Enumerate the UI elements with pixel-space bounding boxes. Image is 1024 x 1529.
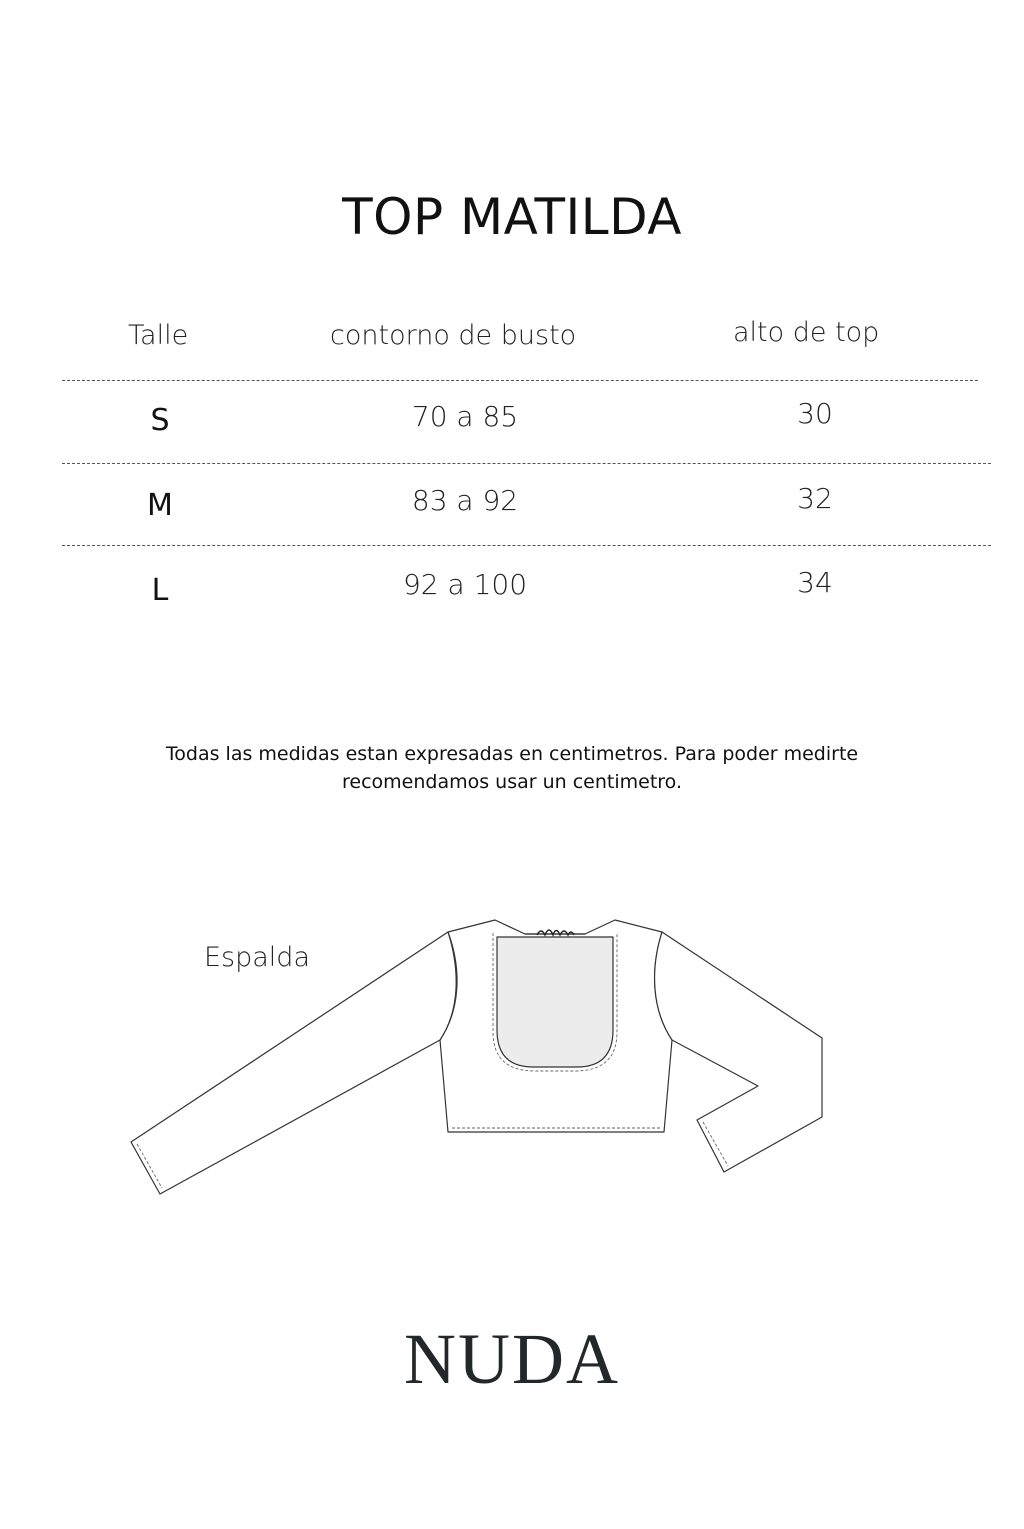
note-line-2: recomendamos usar un centimetro. xyxy=(341,771,682,793)
header-bust: contorno de busto xyxy=(330,320,577,351)
header-height: alto de top xyxy=(733,317,880,348)
bust-m: 83 a 92 xyxy=(411,484,519,517)
size-l: L xyxy=(151,573,169,608)
note-line-1: Todas las medidas estan expresadas en centimetros. Para poder medirte xyxy=(165,743,859,765)
header-size: Talle xyxy=(128,320,189,351)
height-s: 30 xyxy=(797,397,833,430)
height-l: 34 xyxy=(797,566,833,599)
page-title: TOP MATILDA xyxy=(342,188,682,246)
height-m: 32 xyxy=(797,482,833,515)
size-m: M xyxy=(147,488,173,523)
bust-s: 70 a 85 xyxy=(411,400,519,433)
back-view-label: Espalda xyxy=(204,942,310,973)
bust-l: 92 a 100 xyxy=(402,568,528,601)
brand-logo: NUDA xyxy=(404,1319,620,1399)
size-s: S xyxy=(150,403,170,438)
